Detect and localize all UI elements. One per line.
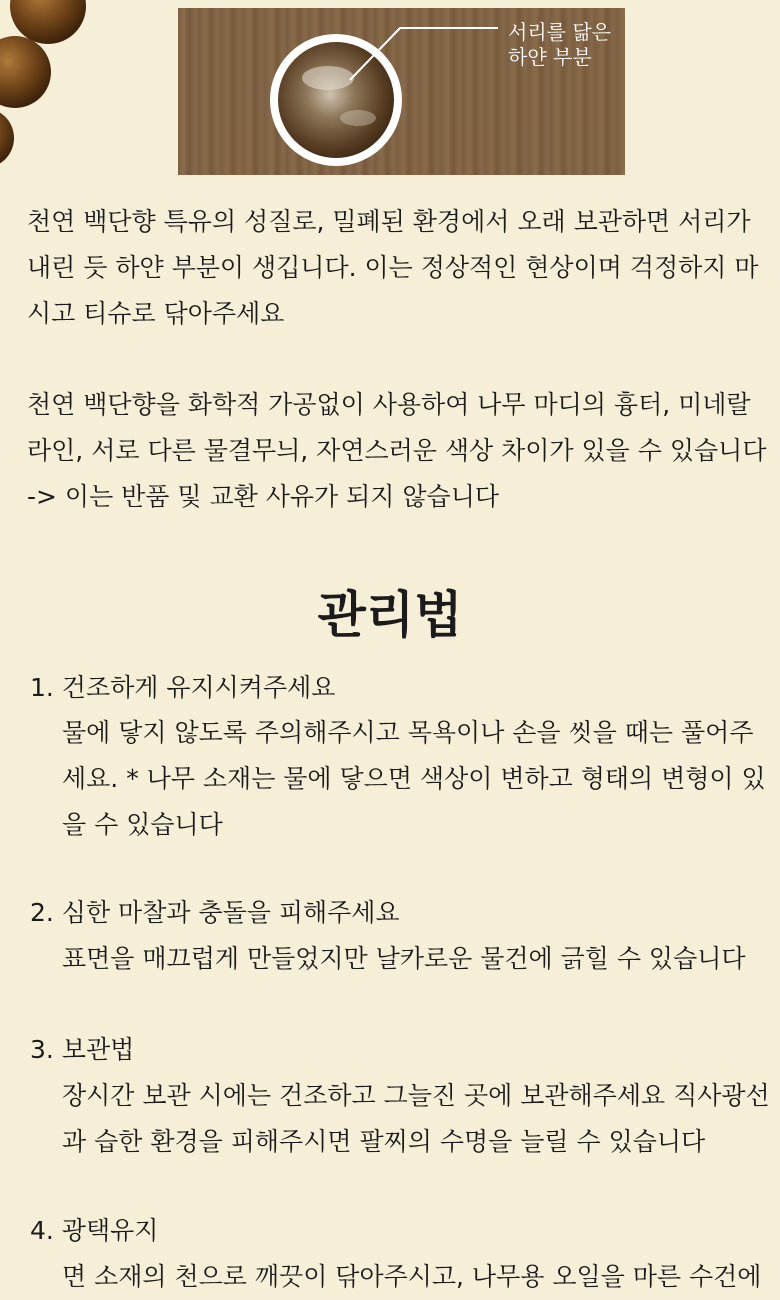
intro-paragraph-1: 천연 백단향 특유의 성질로, 밀폐된 환경에서 오래 보관하면 서리가 내린 듯 하얀 부분이 생깁니다. 이는 정상적인 현상이며 걱정하지 마시고 티슈로 닦아주세요 bbox=[27, 207, 759, 328]
wooden-beads-image bbox=[0, 0, 100, 180]
frost-bead-photo bbox=[178, 8, 625, 175]
care-item-2-title: 2. 심한 마찰과 충돌을 피해주세요 bbox=[30, 898, 400, 927]
care-item-3-title: 3. 보관법 bbox=[30, 1035, 135, 1064]
care-item-3-body: 장시간 보관 시에는 건조하고 그늘진 곳에 보관해주세요 직사광선과 습한 환경을 피해주시면 팔찌의 수명을 늘릴 수 있습니다 bbox=[62, 1081, 770, 1156]
care-item-2-body: 표면을 매끄럽게 만들었지만 날카로운 물건에 긁힐 수 있습니다 bbox=[62, 944, 746, 973]
photo-callout-label: 서리를 닮은 하얀 부분 bbox=[508, 20, 611, 69]
bead-closeup bbox=[278, 42, 394, 158]
care-item-4-title: 4. 광택유지 bbox=[30, 1216, 159, 1245]
intro-paragraph-2: 천연 백단향을 화학적 가공없이 사용하여 나무 마디의 흉터, 미네랄 라인, 서로 다른 물결무늬, 자연스러운 색상 차이가 있을 수 있습니다 -> 이는 반품 및 교환 사유가 되지 않습니다 bbox=[27, 390, 767, 511]
care-item-4-body: 면 소재의 천으로 깨끗이 닦아주시고, 나무용 오일을 마른 수건에 bbox=[62, 1262, 762, 1291]
care-item-1-body: 물에 닿지 않도록 주의해주시고 목욕이나 손을 씻을 때는 풀어주세요. * 나무 소재는 물에 닿으면 색상이 변하고 형태의 변형이 있을 수 있습니다 bbox=[62, 718, 766, 839]
care-item-1-title: 1. 건조하게 유지시켜주세요 bbox=[30, 673, 336, 702]
care-heading: 관리법 bbox=[317, 586, 463, 644]
